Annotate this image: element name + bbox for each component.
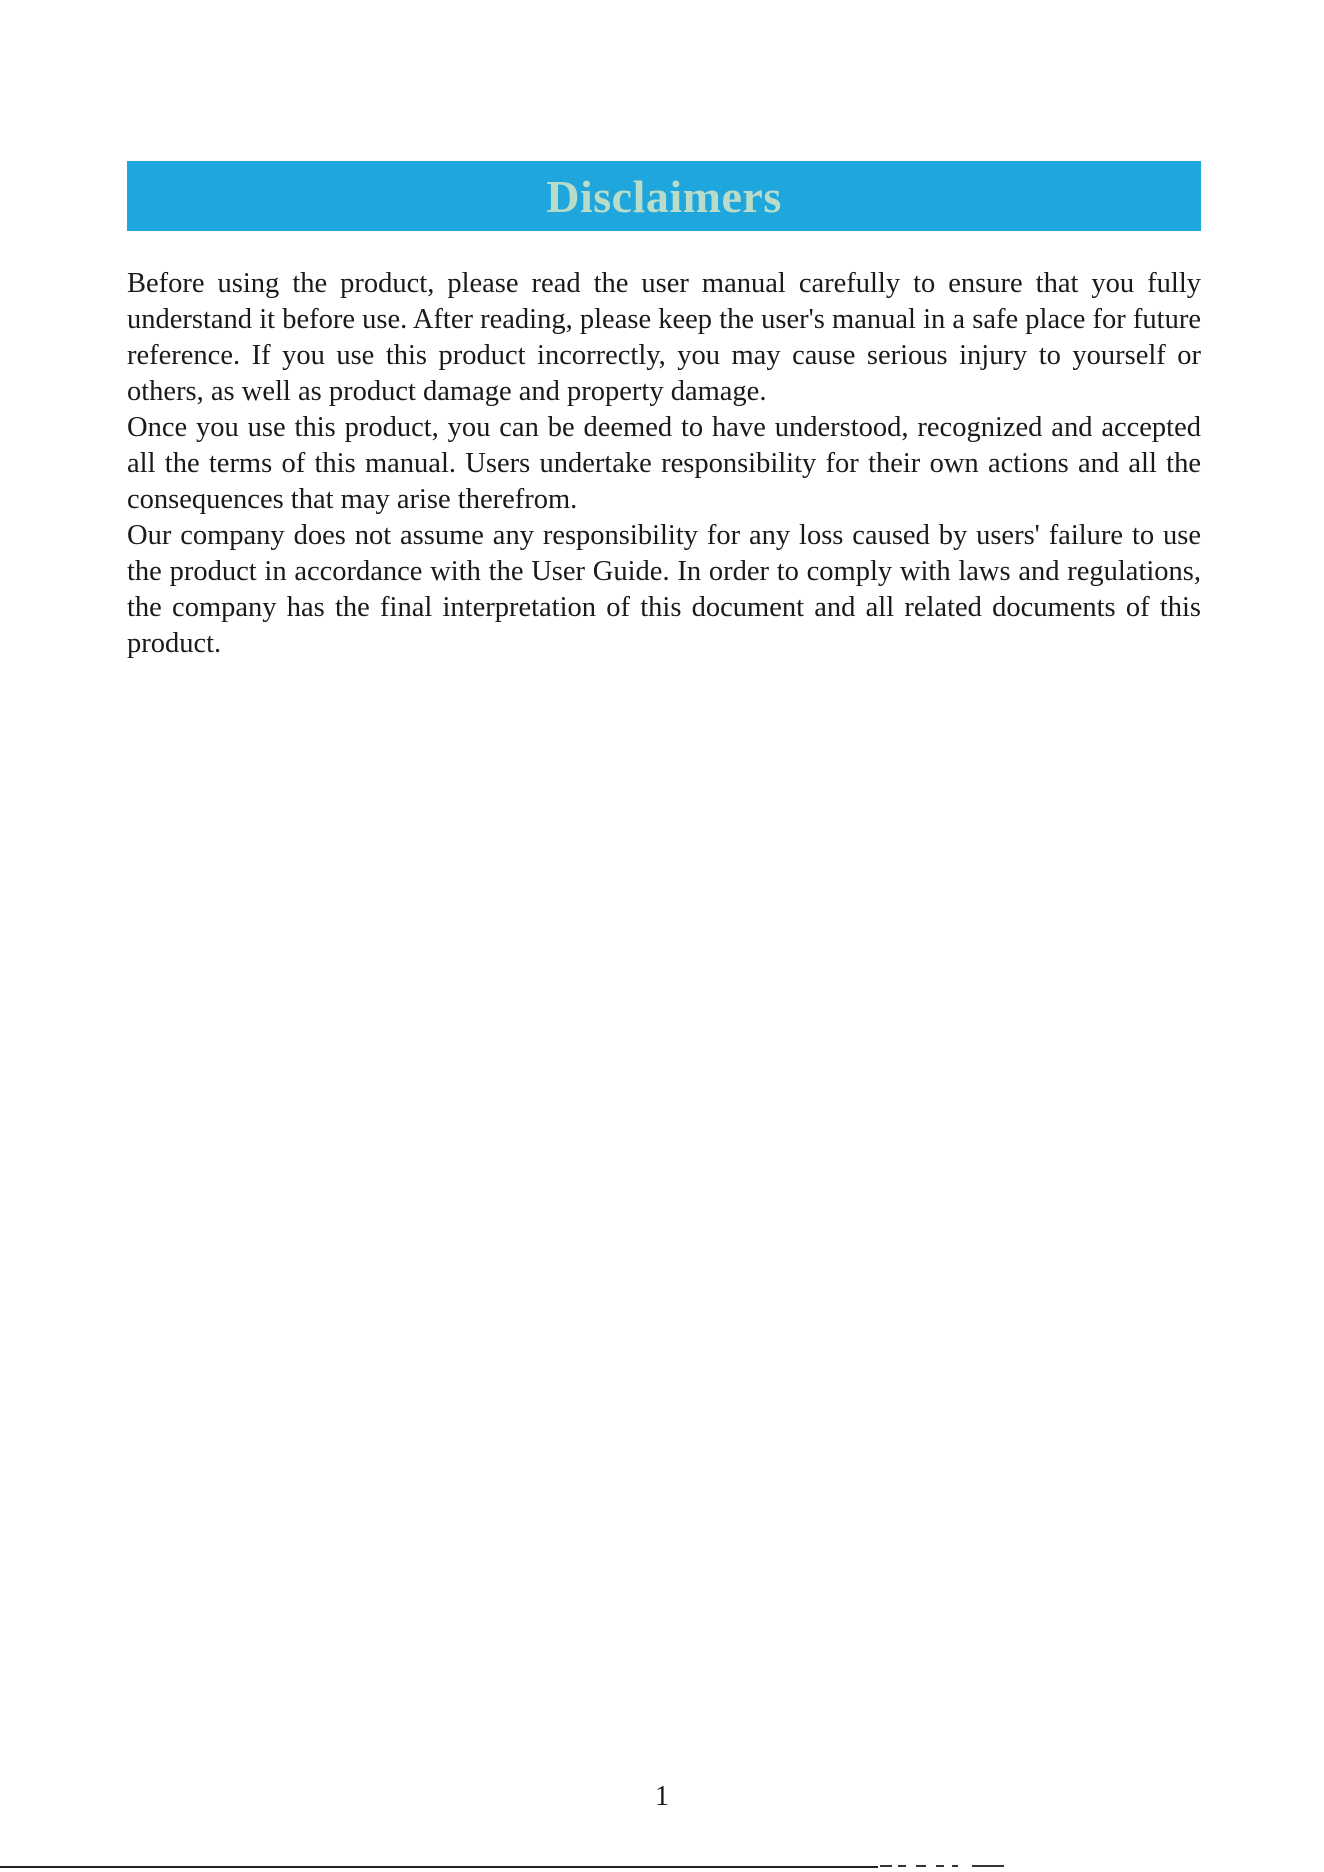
title-banner [127, 161, 1201, 231]
page-number: 1 [655, 1781, 669, 1812]
disclaimer-paragraph-3: Our company does not assume any responsibility for any loss caused by users' failure to use the product in accordance with the User Guide. In order to comply with laws and regulations, the company has the final interpretation of this document and all related documents of this product. [127, 520, 1201, 659]
page-title: Disclaimers [546, 170, 782, 222]
disclaimer-paragraph-1: Before using the product, please read the user manual carefully to ensure that you fully understand it before use. After reading, please keep the user's manual in a safe place for future reference. If you use this product incorrectly, you may cause serious injury to yourself or others, as well as product damage and property damage. [127, 268, 1201, 407]
footer-scan-marks [880, 1865, 1010, 1869]
disclaimer-body [127, 266, 1201, 662]
footer-rule [0, 1866, 878, 1868]
disclaimer-paragraph-2: Once you use this product, you can be deemed to have understood, recognized and accepted all the terms of this manual. Users undertake responsibility for their own actions and all the consequences that may arise therefrom. [127, 412, 1201, 515]
